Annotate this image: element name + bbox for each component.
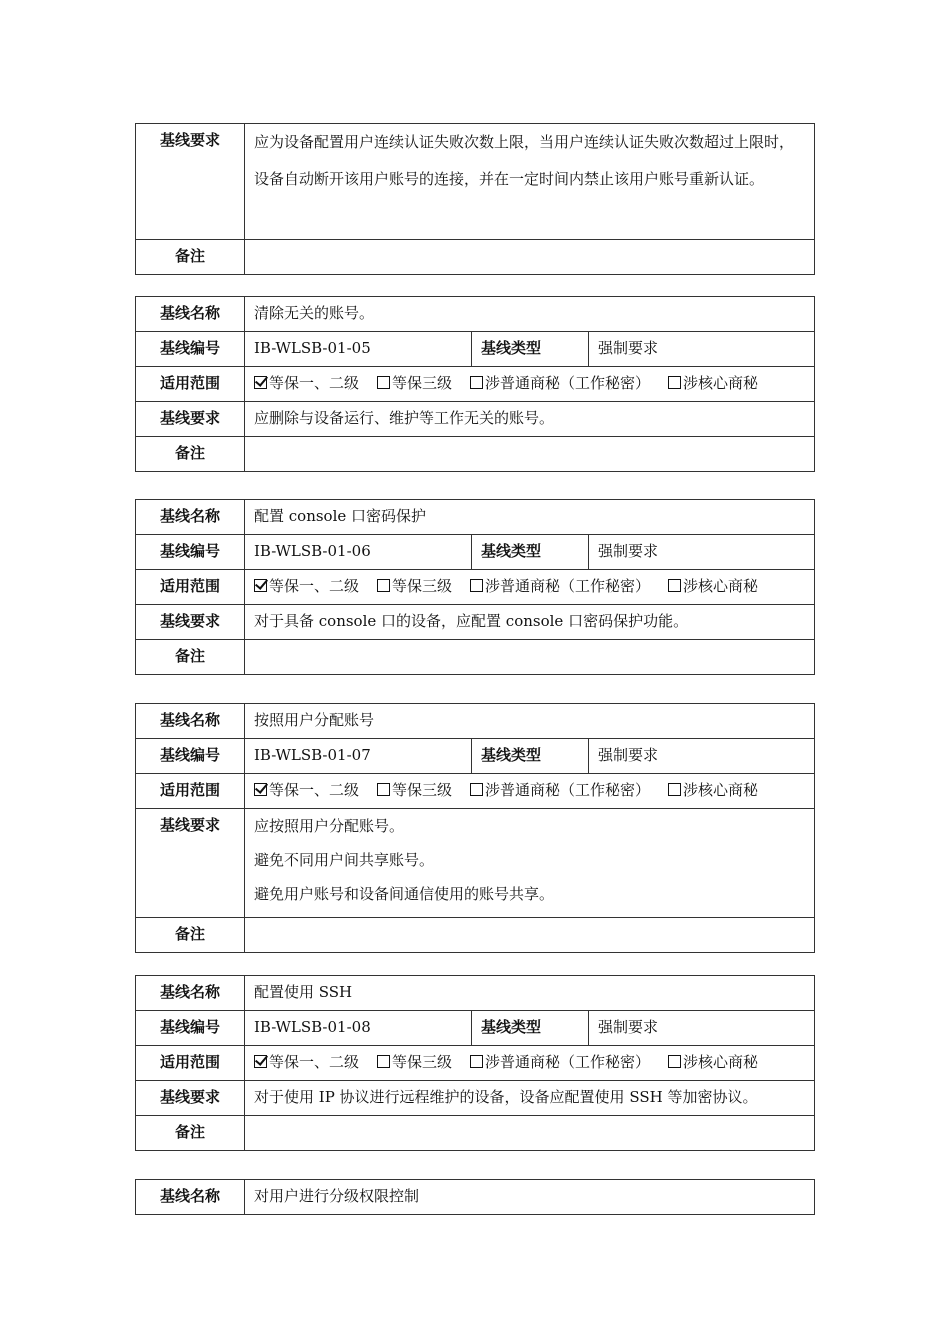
checkbox-icon[interactable] bbox=[377, 1055, 390, 1068]
scope-option-label: 等保一、二级 bbox=[269, 1053, 360, 1071]
checkbox-icon[interactable] bbox=[470, 579, 483, 592]
requirement-value: 应删除与设备运行、维护等工作无关的账号。 bbox=[245, 402, 815, 437]
scope-label: 适用范围 bbox=[136, 570, 245, 605]
type-value: 强制要求 bbox=[589, 739, 815, 774]
name-value: 按照用户分配账号 bbox=[245, 704, 815, 739]
scope-option bbox=[470, 577, 650, 595]
checkbox-icon[interactable] bbox=[668, 783, 681, 796]
name-label: 基线名称 bbox=[136, 500, 245, 535]
id-label: 基线编号 bbox=[136, 535, 245, 570]
type-value: 强制要求 bbox=[589, 535, 815, 570]
requirement-label: 基线要求 bbox=[136, 402, 245, 437]
requirement-line: 应按照用户分配账号。 bbox=[254, 817, 405, 835]
checkbox-icon[interactable] bbox=[377, 783, 390, 796]
remark-value bbox=[245, 918, 815, 953]
name-value: 对用户进行分级权限控制 bbox=[245, 1180, 815, 1215]
id-value: IB-WLSB-01-05 bbox=[245, 332, 472, 367]
scope-option bbox=[254, 781, 359, 799]
name-label: 基线名称 bbox=[136, 297, 245, 332]
baseline-table-3 bbox=[135, 703, 815, 953]
baseline-table-4 bbox=[135, 975, 815, 1151]
scope-options bbox=[245, 570, 815, 605]
scope-option-label: 涉核心商秘 bbox=[683, 781, 759, 799]
name-label: 基线名称 bbox=[136, 1180, 245, 1215]
checkbox-icon[interactable] bbox=[470, 1055, 483, 1068]
scope-options bbox=[245, 774, 815, 809]
remark-label: 备注 bbox=[136, 437, 245, 472]
scope-label: 适用范围 bbox=[136, 367, 245, 402]
id-value: IB-WLSB-01-08 bbox=[245, 1011, 472, 1046]
requirement-line: 避免用户账号和设备间通信使用的账号共享。 bbox=[254, 885, 555, 903]
scope-option-label: 等保一、二级 bbox=[269, 781, 360, 799]
scope-option-label: 等保三级 bbox=[392, 781, 453, 799]
type-label: 基线类型 bbox=[472, 739, 589, 774]
scope-option bbox=[254, 1053, 359, 1071]
checkbox-icon[interactable] bbox=[377, 376, 390, 389]
requirement-label: 基线要求 bbox=[136, 124, 245, 240]
name-value: 配置使用 SSH bbox=[245, 976, 815, 1011]
type-label: 基线类型 bbox=[472, 1011, 589, 1046]
scope-option-label: 涉普通商秘（工作秘密） bbox=[485, 1053, 651, 1071]
scope-option bbox=[668, 577, 758, 595]
checkbox-icon[interactable] bbox=[470, 783, 483, 796]
type-value: 强制要求 bbox=[589, 332, 815, 367]
scope-option bbox=[668, 1053, 758, 1071]
remark-value bbox=[245, 240, 815, 275]
scope-option bbox=[470, 374, 650, 392]
requirement-label: 基线要求 bbox=[136, 1081, 245, 1116]
name-label: 基线名称 bbox=[136, 704, 245, 739]
scope-options bbox=[245, 1046, 815, 1081]
id-label: 基线编号 bbox=[136, 332, 245, 367]
remark-label: 备注 bbox=[136, 640, 245, 675]
baseline-table-5 bbox=[135, 1179, 815, 1215]
remark-label: 备注 bbox=[136, 240, 245, 275]
id-value: IB-WLSB-01-06 bbox=[245, 535, 472, 570]
checkbox-icon[interactable] bbox=[668, 1055, 681, 1068]
scope-option-label: 涉核心商秘 bbox=[683, 1053, 759, 1071]
type-label: 基线类型 bbox=[472, 535, 589, 570]
checkbox-icon[interactable] bbox=[668, 376, 681, 389]
scope-option bbox=[377, 781, 452, 799]
scope-option bbox=[254, 577, 359, 595]
scope-option bbox=[668, 374, 758, 392]
requirement-value: 应为设备配置用户连续认证失败次数上限，当用户连续认证失败次数超过上限时，设备自动断开该用户账号的连接，并在一定时间内禁止该用户账号重新认证。 bbox=[245, 124, 815, 240]
scope-label: 适用范围 bbox=[136, 1046, 245, 1081]
scope-label: 适用范围 bbox=[136, 774, 245, 809]
scope-option-label: 涉普通商秘（工作秘密） bbox=[485, 577, 651, 595]
remark-label: 备注 bbox=[136, 1116, 245, 1151]
scope-option-label: 等保三级 bbox=[392, 374, 453, 392]
type-label: 基线类型 bbox=[472, 332, 589, 367]
checked-checkbox-icon[interactable] bbox=[254, 1055, 267, 1068]
name-value: 配置 console 口密码保护 bbox=[245, 500, 815, 535]
name-label: 基线名称 bbox=[136, 976, 245, 1011]
remark-value bbox=[245, 1116, 815, 1151]
name-value: 清除无关的账号。 bbox=[245, 297, 815, 332]
type-value: 强制要求 bbox=[589, 1011, 815, 1046]
checked-checkbox-icon[interactable] bbox=[254, 783, 267, 796]
scope-option bbox=[377, 577, 452, 595]
scope-option-label: 等保一、二级 bbox=[269, 577, 360, 595]
scope-option bbox=[377, 374, 452, 392]
checkbox-icon[interactable] bbox=[668, 579, 681, 592]
scope-option bbox=[254, 374, 359, 392]
remark-value bbox=[245, 640, 815, 675]
scope-option-label: 涉普通商秘（工作秘密） bbox=[485, 781, 651, 799]
baseline-table-0 bbox=[135, 123, 815, 275]
remark-value bbox=[245, 437, 815, 472]
checkbox-icon[interactable] bbox=[377, 579, 390, 592]
scope-option-label: 等保三级 bbox=[392, 577, 453, 595]
requirement-label: 基线要求 bbox=[136, 809, 245, 918]
id-label: 基线编号 bbox=[136, 1011, 245, 1046]
requirement-value: 对于具备 console 口的设备，应配置 console 口密码保护功能。 bbox=[245, 605, 815, 640]
scope-option bbox=[470, 781, 650, 799]
requirement-value: 对于使用 IP 协议进行远程维护的设备，设备应配置使用 SSH 等加密协议。 bbox=[245, 1081, 815, 1116]
scope-options bbox=[245, 367, 815, 402]
checked-checkbox-icon[interactable] bbox=[254, 376, 267, 389]
scope-option-label: 等保三级 bbox=[392, 1053, 453, 1071]
checkbox-icon[interactable] bbox=[470, 376, 483, 389]
id-label: 基线编号 bbox=[136, 739, 245, 774]
baseline-table-1 bbox=[135, 296, 815, 472]
requirement-label: 基线要求 bbox=[136, 605, 245, 640]
checked-checkbox-icon[interactable] bbox=[254, 579, 267, 592]
id-value: IB-WLSB-01-07 bbox=[245, 739, 472, 774]
scope-option bbox=[377, 1053, 452, 1071]
requirement-value bbox=[245, 809, 815, 918]
scope-option-label: 涉普通商秘（工作秘密） bbox=[485, 374, 651, 392]
scope-option-label: 等保一、二级 bbox=[269, 374, 360, 392]
baseline-table-2 bbox=[135, 499, 815, 675]
scope-option bbox=[668, 781, 758, 799]
scope-option-label: 涉核心商秘 bbox=[683, 577, 759, 595]
remark-label: 备注 bbox=[136, 918, 245, 953]
scope-option bbox=[470, 1053, 650, 1071]
requirement-line: 避免不同用户间共享账号。 bbox=[254, 851, 435, 869]
scope-option-label: 涉核心商秘 bbox=[683, 374, 759, 392]
